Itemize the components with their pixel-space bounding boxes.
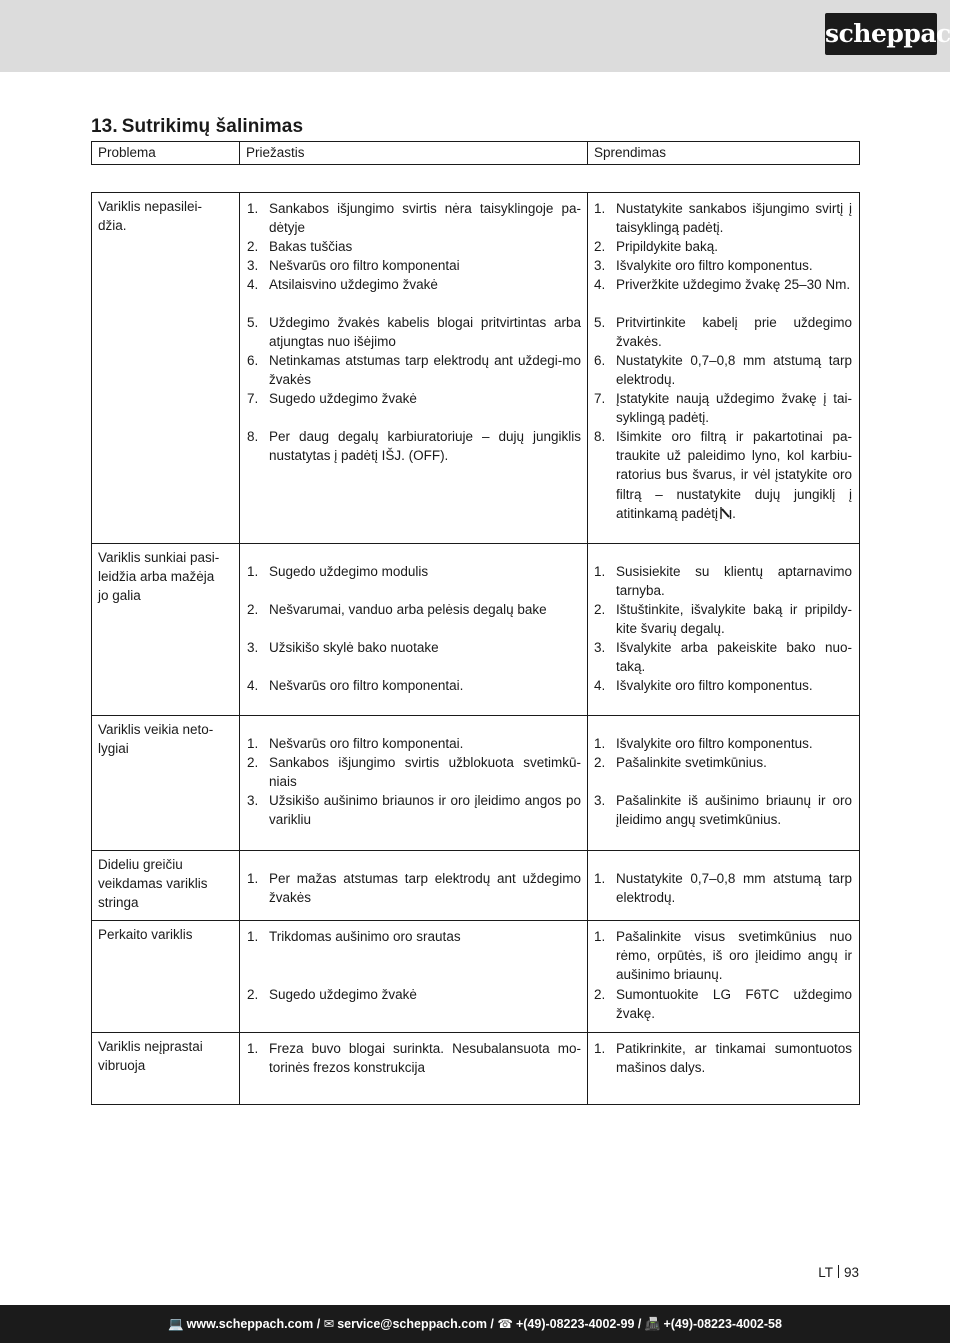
- item-text: Pašalinkite visus svetimkūnius nuo rėmo, orpūtės, iš oro įleidimo angų ir aušinimo briaunų.: [616, 929, 852, 983]
- item-text: Užsikišo skylė bako nuotake: [269, 640, 439, 655]
- item-text: Patikrinkite, ar tinkamai sumontuotos mašinos dalys.: [616, 1041, 852, 1076]
- footer-email[interactable]: service@scheppach.com: [337, 1317, 487, 1331]
- cause-item: [240, 256, 587, 275]
- item-text: Išvalykite oro filtro komponentus.: [616, 736, 813, 751]
- item-number: 1.: [247, 564, 259, 579]
- item-number: 1.: [247, 929, 259, 944]
- header-band: [0, 0, 950, 72]
- item-number: 1.: [247, 1041, 259, 1056]
- page-number: [818, 1265, 859, 1280]
- solution-item: [588, 869, 859, 907]
- item-text: Išimkite oro filtrą ir pakartotinai pa-traukite už paleidimo lyno, kol karbiu-ratorius bus švarus, ir vėl įstatykite oro filtrą – nustatykite dujų jungiklį į atitinkamą padėtį: [616, 429, 852, 521]
- item-number: 3.: [594, 793, 606, 808]
- cause-item: [240, 351, 587, 389]
- item-text: Nustatykite 0,7–0,8 mm atstumą tarp elektrodų.: [616, 871, 852, 906]
- item-text: Priveržkite uždegimo žvakę 25–30 Nm.: [616, 277, 851, 292]
- item-text: Įstatykite naują uždegimo žvakę į tai-syklingą padėtį.: [616, 391, 852, 426]
- solution-item: [588, 791, 859, 829]
- cause-cell: [240, 851, 588, 920]
- section-title: [91, 116, 303, 138]
- solution-cell: [588, 544, 859, 715]
- solution-item: [588, 676, 859, 695]
- cause-cell: [240, 921, 588, 1032]
- item-number: 1.: [594, 1041, 606, 1056]
- cause-item: [240, 389, 587, 408]
- item-number: 2.: [247, 602, 259, 617]
- item-number: 3.: [247, 258, 259, 273]
- item-number: 1.: [594, 736, 606, 751]
- item-text: Pritvirtinkite kabelį prie uždegimo žvakės.: [616, 315, 852, 350]
- item-number: 1.: [247, 736, 259, 751]
- solution-item: [588, 389, 859, 427]
- solution-item: [588, 256, 859, 275]
- item-number: 5.: [594, 315, 606, 330]
- solution-item: [588, 562, 859, 600]
- item-text: Sumontuokite LG F6TC uždegimo žvakę.: [616, 987, 852, 1022]
- item-text: Nustatykite sankabos išjungimo svirtį į taisyklingą padėtį.: [616, 201, 852, 236]
- item-text: Išvalykite arba pakeiskite bako nuo-taką.: [616, 640, 852, 675]
- item-number: 2.: [594, 239, 606, 254]
- cause-cell: [240, 1033, 588, 1104]
- table-row: [92, 715, 859, 850]
- problem-cell: Variklis nepasilei- džia.: [92, 193, 240, 543]
- item-number: 2.: [247, 987, 259, 1002]
- cause-item: [240, 676, 587, 695]
- item-text: Sankabos išjungimo svirtis nėra taisyklingoje pa-dėtyje: [269, 201, 581, 236]
- item-number: 3.: [247, 640, 259, 655]
- item-text: Sugedo uždegimo žvakė: [269, 987, 417, 1002]
- item-text: Nešvarumai, vanduo arba pelėsis degalų bake: [269, 602, 547, 617]
- solution-item: [588, 753, 859, 772]
- fax-icon: 📠: [644, 1317, 661, 1331]
- item-number: 4.: [247, 277, 259, 292]
- phone-icon: ☎: [497, 1317, 513, 1331]
- solution-item: [588, 985, 859, 1023]
- cause-item: [240, 734, 587, 753]
- item-text: Pripildykite baką.: [616, 239, 719, 254]
- page-number-value: 93: [843, 1265, 859, 1280]
- footer-phone: +(49)-08223-4002-99: [515, 1317, 635, 1331]
- item-number: 1.: [594, 564, 606, 579]
- cause-item: [240, 1039, 587, 1077]
- column-header-problem: Problema: [92, 142, 240, 164]
- solution-cell: [588, 193, 859, 543]
- table-row: [92, 920, 859, 1032]
- section-number: 13.: [91, 116, 118, 137]
- solution-item: [588, 275, 859, 294]
- item-text: Susisiekite su klientų aptarnavimo tarnyba.: [616, 564, 852, 599]
- cause-item: [240, 791, 587, 829]
- item-number: 5.: [247, 315, 259, 330]
- item-text: Freza buvo blogai surinkta. Nesubalansuota mo-torinės frezos konstrukcija: [269, 1041, 581, 1076]
- item-number: 6.: [594, 353, 606, 368]
- item-text: Išvalykite oro filtro komponentus.: [616, 678, 813, 693]
- cause-item: [240, 753, 587, 791]
- solution-item: [588, 237, 859, 256]
- item-text: Per daug degalų karbiuratoriuje – dujų jungiklis nustatytas į padėtį IŠJ. (OFF).: [269, 429, 581, 464]
- item-text: Bakas tuščias: [269, 239, 353, 254]
- item-text: Atsilaisvino uždegimo žvakė: [269, 277, 438, 292]
- cause-cell: [240, 544, 588, 715]
- solution-item: [588, 313, 859, 351]
- solution-item: [588, 927, 859, 985]
- column-header-solution: Sprendimas: [594, 145, 667, 160]
- item-number: 2.: [594, 987, 606, 1002]
- item-text: Trikdomas aušinimo oro srautas: [269, 929, 461, 944]
- item-number: 1.: [594, 929, 606, 944]
- item-text: Per mažas atstumas tarp elektrodų ant uždegimo žvakės: [269, 871, 581, 906]
- item-number: 2.: [594, 602, 606, 617]
- cause-item: [240, 869, 587, 907]
- item-number: 1.: [594, 871, 606, 886]
- solution-item: [588, 638, 859, 676]
- item-text: Išvalykite oro filtro komponentus.: [616, 258, 813, 273]
- table-row: [92, 543, 859, 715]
- footer-fax: +(49)-08223-4002-58: [663, 1317, 782, 1331]
- page-language: LT: [818, 1265, 833, 1280]
- section-title-text: Sutrikimų šalinimas: [121, 116, 304, 137]
- troubleshooting-table: [91, 192, 860, 1105]
- item-text: Pašalinkite iš aušinimo briaunų ir oro įleidimo angų svetimkūnius.: [616, 793, 852, 828]
- cause-item: [240, 927, 587, 946]
- scheppach-logo: scheppach: [825, 13, 937, 55]
- cause-item: [240, 600, 587, 619]
- item-number: 7.: [594, 391, 606, 406]
- cause-item: [240, 562, 587, 581]
- item-number: 4.: [247, 678, 259, 693]
- item-number: 3.: [594, 258, 606, 273]
- item-text: Uždegimo žvakės kabelis blogai pritvirtintas arba atjungtas nuo išėjimo: [269, 315, 581, 350]
- solution-cell: [588, 716, 859, 850]
- cause-item: [240, 275, 587, 294]
- item-text: Nešvarūs oro filtro komponentai.: [269, 678, 464, 693]
- item-number: 1.: [594, 201, 606, 216]
- problem-cell: Variklis neįprastai vibruoja: [92, 1033, 240, 1104]
- cause-cell: [240, 193, 588, 543]
- item-number: 2.: [247, 755, 259, 770]
- item-text: Netinkamas atstumas tarp elektrodų ant uždegi-mo žvakės: [269, 353, 581, 388]
- solution-item: [588, 351, 859, 389]
- footer-website[interactable]: www.scheppach.com: [186, 1317, 314, 1331]
- item-number: 1.: [247, 871, 259, 886]
- cause-cell: [240, 716, 588, 850]
- cause-item: [240, 427, 587, 465]
- solution-item: [588, 1039, 859, 1077]
- cause-item: [240, 237, 587, 256]
- item-text: Nustatykite 0,7–0,8 mm atstumą tarp elektrodų.: [616, 353, 852, 388]
- cause-item: [240, 638, 587, 657]
- computer-icon: 💻: [168, 1317, 184, 1331]
- item-number: 6.: [247, 353, 259, 368]
- item-number: 4.: [594, 678, 606, 693]
- column-header-cause: Priežastis: [240, 142, 588, 164]
- item-text: Nešvarūs oro filtro komponentai: [269, 258, 460, 273]
- item-text: Užsikišo aušinimo briaunos ir oro įleidimo angos po varikliu: [269, 793, 581, 828]
- cause-item: [240, 985, 587, 1004]
- item-text: Sugedo uždegimo modulis: [269, 564, 429, 579]
- solution-item: [588, 600, 859, 638]
- item-text: Sugedo uždegimo žvakė: [269, 391, 417, 406]
- item-number: 3.: [247, 793, 259, 808]
- item-number: 2.: [594, 755, 606, 770]
- item-number: 3.: [594, 640, 606, 655]
- problem-cell: Variklis veikia neto- lygiai: [92, 716, 240, 850]
- item-text: Pašalinkite svetimkūnius.: [616, 755, 767, 770]
- item-text: Ištuštinkite, išvalykite baką ir pripildy-kite švarių degalų.: [616, 602, 852, 637]
- item-number: 2.: [247, 239, 259, 254]
- item-number: 8.: [247, 429, 259, 444]
- problem-cell: Variklis sunkiai pasi- leidžia arba mažėja jo galia: [92, 544, 240, 715]
- item-number: 1.: [247, 201, 259, 216]
- solution-cell: [588, 1033, 859, 1104]
- table-row: [92, 1032, 859, 1104]
- solution-cell: [588, 851, 859, 920]
- item-number: 7.: [247, 391, 259, 406]
- item-number: 8.: [594, 429, 606, 444]
- problem-cell: Perkaito variklis: [92, 921, 240, 1032]
- cause-item: [240, 199, 587, 237]
- mail-icon: ✉: [323, 1317, 335, 1331]
- column-header-table: [91, 141, 860, 165]
- footer-contact-bar: 💻 www.scheppach.com / ✉ service@scheppach.com / ☎ +(49)-08223-4002-99 / 📠 +(49)-08223-4002-58: [0, 1305, 950, 1343]
- item-text: Nešvarūs oro filtro komponentai.: [269, 736, 464, 751]
- item-text: Sankabos išjungimo svirtis užblokuota svetimkū-niais: [269, 755, 581, 790]
- solution-item: 8. Išimkite oro filtrą ir pakartotinai pa-traukite už paleidimo lyno, kol karbiu-ratorius bus švarus, ir vėl įstatykite oro filtrą – nustatykite dujų jungiklį į atitinkamą padėtį .: [588, 427, 859, 523]
- solution-cell: [588, 921, 859, 1032]
- table-row: [92, 850, 859, 920]
- choke-symbol-icon: [719, 506, 732, 520]
- cause-item: [240, 313, 587, 351]
- solution-item: [588, 199, 859, 237]
- problem-cell: Dideliu greičiu veikdamas variklis stringa: [92, 851, 240, 920]
- solution-item: [588, 734, 859, 753]
- table-row: [92, 193, 859, 543]
- item-number: 4.: [594, 277, 606, 292]
